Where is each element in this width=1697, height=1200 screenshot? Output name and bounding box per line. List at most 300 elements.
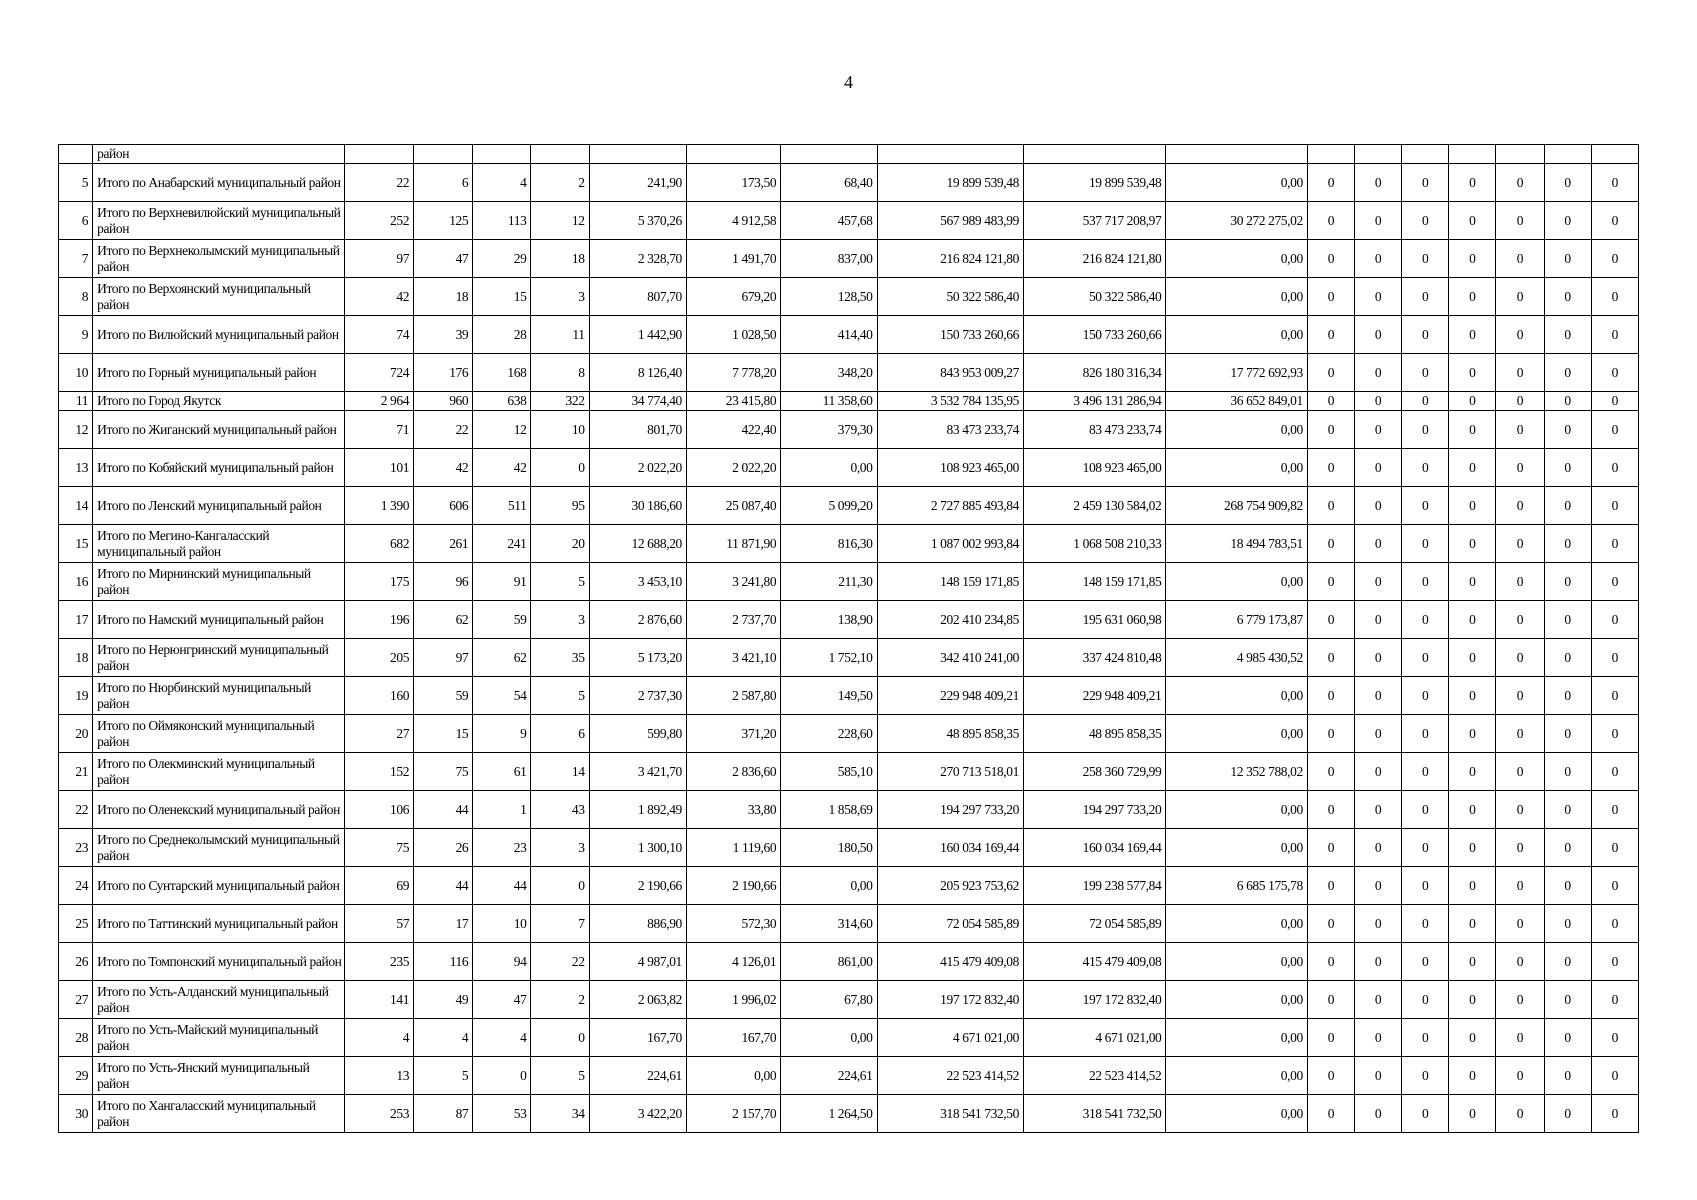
cell-amount-total: 229 948 409,21 [877, 677, 1023, 715]
cell-zero-1: 0 [1307, 1095, 1354, 1133]
cell-zero-5: 0 [1496, 278, 1544, 316]
cell-zero-7: 0 [1591, 316, 1638, 354]
cell-area-a: 1 996,02 [686, 981, 780, 1019]
cell-zero-7: 0 [1591, 449, 1638, 487]
cell-amount-b: 0,00 [1166, 981, 1307, 1019]
cell-area-a: 167,70 [686, 1019, 780, 1057]
cell-zero-3: 0 [1402, 1019, 1449, 1057]
cell-amount-total: 2 727 885 493,84 [877, 487, 1023, 525]
cell-zero-3: 0 [1402, 677, 1449, 715]
cell-count-a: 49 [414, 981, 473, 1019]
cell-zero-5: 0 [1496, 411, 1544, 449]
cell-zero-2: 0 [1354, 278, 1401, 316]
cell-amount-total: 72 054 585,89 [877, 905, 1023, 943]
cell-amount-total: 216 824 121,80 [877, 240, 1023, 278]
cell-amount-total: 194 297 733,20 [877, 791, 1023, 829]
table-row [59, 449, 1639, 487]
cell-count-b: 168 [473, 354, 531, 392]
cell-amount-b: 0,00 [1166, 164, 1307, 202]
cell-zero-2: 0 [1354, 601, 1401, 639]
cell-no: 6 [59, 202, 93, 240]
cell-zero-3: 0 [1402, 867, 1449, 905]
cell-total: 101 [344, 449, 413, 487]
cell-zero-4: 0 [1449, 316, 1496, 354]
cell-zero-6: 0 [1544, 715, 1591, 753]
cell-zero-3: 0 [1402, 354, 1449, 392]
cell-zero-4: 0 [1449, 867, 1496, 905]
cell-zero-5: 0 [1496, 753, 1544, 791]
cell-count-a: 606 [414, 487, 473, 525]
cell-count-b: 28 [473, 316, 531, 354]
cell-area-total: 34 774,40 [589, 392, 686, 411]
cell-zero-4: 0 [1449, 525, 1496, 563]
cell-zero-2: 0 [1354, 867, 1401, 905]
cell-area-total: 801,70 [589, 411, 686, 449]
cell-zero-7: 0 [1591, 943, 1638, 981]
cell-area-a: 371,20 [686, 715, 780, 753]
cell-amount-a: 229 948 409,21 [1023, 677, 1165, 715]
cell-name: Итого по Нерюнгринский муниципальный район [93, 639, 345, 677]
cell-zero-7: 0 [1591, 981, 1638, 1019]
cell-count-c: 3 [531, 278, 589, 316]
cell-zero-1: 0 [1307, 1019, 1354, 1057]
cell-zero-6: 0 [1544, 240, 1591, 278]
cell-zero-3: 0 [1402, 829, 1449, 867]
cell-total: 4 [344, 1019, 413, 1057]
cell-count-c: 0 [531, 867, 589, 905]
cell-total: 235 [344, 943, 413, 981]
cell-count-b: 4 [473, 1019, 531, 1057]
cell-zero-4: 0 [1449, 677, 1496, 715]
cell-amount-b: 12 352 788,02 [1166, 753, 1307, 791]
cell-count-b: 54 [473, 677, 531, 715]
cell-count-c: 5 [531, 563, 589, 601]
cell-name: Итого по Мирнинский муниципальный район [93, 563, 345, 601]
cell-zero-5: 0 [1496, 1095, 1544, 1133]
cell-area-b: 149,50 [781, 677, 877, 715]
cell-zero-4: 0 [1449, 164, 1496, 202]
cell-zero-7: 0 [1591, 202, 1638, 240]
cell-area-a: 4 126,01 [686, 943, 780, 981]
cell-zero-3: 0 [1402, 449, 1449, 487]
cell-zero-7: 0 [1591, 1019, 1638, 1057]
cell-area-b: 457,68 [781, 202, 877, 240]
cell-zero-2: 0 [1354, 981, 1401, 1019]
cell-total: 27 [344, 715, 413, 753]
cell-amount-b: 0,00 [1166, 411, 1307, 449]
cell-amount-b: 6 779 173,87 [1166, 601, 1307, 639]
cell-area-a: 25 087,40 [686, 487, 780, 525]
cell-count-c: 12 [531, 202, 589, 240]
cell-amount-a: 537 717 208,97 [1023, 202, 1165, 240]
cell-count-a: 59 [414, 677, 473, 715]
cell-count-a: 87 [414, 1095, 473, 1133]
cell-zero-6: 0 [1544, 354, 1591, 392]
cell-area-a: 7 778,20 [686, 354, 780, 392]
cell-count-a: 44 [414, 867, 473, 905]
cell-count-a: 42 [414, 449, 473, 487]
cell-area-b: 128,50 [781, 278, 877, 316]
cell-zero-3: 0 [1402, 202, 1449, 240]
cell-count-a: 5 [414, 1057, 473, 1095]
cell-amount-b: 0,00 [1166, 943, 1307, 981]
cell-amount-total: 160 034 169,44 [877, 829, 1023, 867]
cell-zero-1: 0 [1307, 601, 1354, 639]
cell-zero-1: 0 [1307, 525, 1354, 563]
cell-count-a: 22 [414, 411, 473, 449]
cell-zero-4: 0 [1449, 753, 1496, 791]
cell-area-b: 1 264,50 [781, 1095, 877, 1133]
cell-zero-1: 0 [1307, 164, 1354, 202]
cell-zero-7: 0 [1591, 240, 1638, 278]
cell-total: 253 [344, 1095, 413, 1133]
cell-total: 69 [344, 867, 413, 905]
cell-zero-7: 0 [1591, 791, 1638, 829]
cell-zero-6: 0 [1544, 791, 1591, 829]
cell-amount-total: 843 953 009,27 [877, 354, 1023, 392]
cell-total: 1 390 [344, 487, 413, 525]
cell-count-c: 20 [531, 525, 589, 563]
cell-zero-4: 0 [1449, 1057, 1496, 1095]
cell-zero-1: 0 [1307, 867, 1354, 905]
cell-zero-6: 0 [1544, 905, 1591, 943]
cell-zero-7: 0 [1591, 525, 1638, 563]
cell-zero-3: 0 [1402, 753, 1449, 791]
cell-zero-3: 0 [1402, 639, 1449, 677]
cell-zero-4: 0 [1449, 791, 1496, 829]
cell-count-a: 39 [414, 316, 473, 354]
cell-no: 29 [59, 1057, 93, 1095]
cell-count-a: 6 [414, 164, 473, 202]
cell-amount-b: 17 772 692,93 [1166, 354, 1307, 392]
cell-zero-2: 0 [1354, 791, 1401, 829]
cell-zero-1: 0 [1307, 715, 1354, 753]
cell-zero-7: 0 [1591, 905, 1638, 943]
cell-count-b: 241 [473, 525, 531, 563]
table-row [59, 278, 1639, 316]
cell-count-a: 96 [414, 563, 473, 601]
cell-total: 97 [344, 240, 413, 278]
cell-area-b: 1 752,10 [781, 639, 877, 677]
cell-area-total: 5 370,26 [589, 202, 686, 240]
cell-zero-7: 0 [1591, 1057, 1638, 1095]
cell-amount-a: 50 322 586,40 [1023, 278, 1165, 316]
cell-total: 152 [344, 753, 413, 791]
cell-zero-6: 0 [1544, 164, 1591, 202]
cell-zero-5: 0 [1496, 563, 1544, 601]
cell-count-a: 125 [414, 202, 473, 240]
cell-zero-2: 0 [1354, 411, 1401, 449]
cell-no: 17 [59, 601, 93, 639]
cell-area-b: 414,40 [781, 316, 877, 354]
cell-amount-b: 6 685 175,78 [1166, 867, 1307, 905]
cell-zero-2: 0 [1354, 943, 1401, 981]
cell-name: Итого по Анабарский муниципальный район [93, 164, 345, 202]
cell-amount-total: 4 671 021,00 [877, 1019, 1023, 1057]
cell-area-total: 30 186,60 [589, 487, 686, 525]
cell-amount-b: 0,00 [1166, 1057, 1307, 1095]
cell-zero-5: 0 [1496, 202, 1544, 240]
cell-amount-total: 202 410 234,85 [877, 601, 1023, 639]
cell-zero-2: 0 [1354, 753, 1401, 791]
cell-zero-3: 0 [1402, 240, 1449, 278]
cell-zero-2: 0 [1354, 392, 1401, 411]
cell-count-b: 113 [473, 202, 531, 240]
cell-zero-1: 0 [1307, 449, 1354, 487]
table-row [59, 202, 1639, 240]
cell-area-total: 599,80 [589, 715, 686, 753]
cell-zero-2: 0 [1354, 487, 1401, 525]
cell-zero-7: 0 [1591, 639, 1638, 677]
data-table [58, 144, 1639, 1133]
cell-zero-3: 0 [1402, 601, 1449, 639]
cell-no: 20 [59, 715, 93, 753]
cell-count-a: 960 [414, 392, 473, 411]
cell-no: 27 [59, 981, 93, 1019]
cell-zero-2: 0 [1354, 715, 1401, 753]
cell-zero-6: 0 [1544, 943, 1591, 981]
cell-zero-7: 0 [1591, 715, 1638, 753]
cell-area-b: 138,90 [781, 601, 877, 639]
cell-amount-total: 318 541 732,50 [877, 1095, 1023, 1133]
cell-count-a: 75 [414, 753, 473, 791]
cell-area-total: 3 422,20 [589, 1095, 686, 1133]
cell-name: Итого по Оленекский муниципальный район [93, 791, 345, 829]
cell-no: 25 [59, 905, 93, 943]
cell-name: Итого по Мегино-Кангаласский муниципальный район [93, 525, 345, 563]
cell-area-total: 2 328,70 [589, 240, 686, 278]
cell-zero-3: 0 [1402, 943, 1449, 981]
cell-name: Итого по Верхоянский муниципальный район [93, 278, 345, 316]
cell-amount-a: 22 523 414,52 [1023, 1057, 1165, 1095]
cell-total: 74 [344, 316, 413, 354]
cell-name: Итого по Ленский муниципальный район [93, 487, 345, 525]
cell-zero-1: 0 [1307, 411, 1354, 449]
cell-zero-5: 0 [1496, 1057, 1544, 1095]
cell-zero-1: 0 [1307, 563, 1354, 601]
cell-zero-4: 0 [1449, 829, 1496, 867]
cell-zero-1: 0 [1307, 905, 1354, 943]
cell-amount-a: 337 424 810,48 [1023, 639, 1165, 677]
cell-zero-3: 0 [1402, 563, 1449, 601]
cell-area-total: 1 442,90 [589, 316, 686, 354]
cell-count-a: 62 [414, 601, 473, 639]
cell-amount-a: 415 479 409,08 [1023, 943, 1165, 981]
table-row [59, 1057, 1639, 1095]
cell-count-b: 91 [473, 563, 531, 601]
cell-total: 724 [344, 354, 413, 392]
cell-area-b: 67,80 [781, 981, 877, 1019]
table-row [59, 563, 1639, 601]
cell-amount-a: 1 068 508 210,33 [1023, 525, 1165, 563]
cell-zero-5: 0 [1496, 943, 1544, 981]
cell-area-b: 0,00 [781, 1019, 877, 1057]
cell-no: 24 [59, 867, 93, 905]
cell-zero-1: 0 [1307, 677, 1354, 715]
cell-total: 22 [344, 164, 413, 202]
cell-area-total: 2 876,60 [589, 601, 686, 639]
cell-zero-1: 0 [1307, 639, 1354, 677]
cell-count-c: 5 [531, 1057, 589, 1095]
cell-name: Итого по Намский муниципальный район [93, 601, 345, 639]
cell-zero-4: 0 [1449, 905, 1496, 943]
cell-area-b: 816,30 [781, 525, 877, 563]
cell-amount-a: 2 459 130 584,02 [1023, 487, 1165, 525]
cell-zero-4: 0 [1449, 278, 1496, 316]
cell-zero-4: 0 [1449, 563, 1496, 601]
cell-amount-total: 205 923 753,62 [877, 867, 1023, 905]
cell-amount-a: 318 541 732,50 [1023, 1095, 1165, 1133]
cell-no: 15 [59, 525, 93, 563]
cell-zero-3: 0 [1402, 392, 1449, 411]
cell-zero-2: 0 [1354, 639, 1401, 677]
cell-zero-1: 0 [1307, 278, 1354, 316]
cell-zero-3: 0 [1402, 715, 1449, 753]
cell-area-b: 585,10 [781, 753, 877, 791]
cell-amount-b: 0,00 [1166, 905, 1307, 943]
table-row [59, 1019, 1639, 1057]
table-row [59, 411, 1639, 449]
cell-total: 252 [344, 202, 413, 240]
cell-total: 196 [344, 601, 413, 639]
cell-zero-2: 0 [1354, 1019, 1401, 1057]
cell-amount-a: 199 238 577,84 [1023, 867, 1165, 905]
cell-zero-7: 0 [1591, 1095, 1638, 1133]
cell-zero-6: 0 [1544, 411, 1591, 449]
cell-zero-5: 0 [1496, 791, 1544, 829]
cell-amount-total: 83 473 233,74 [877, 411, 1023, 449]
cell-amount-b: 268 754 909,82 [1166, 487, 1307, 525]
cell-amount-total: 3 532 784 135,95 [877, 392, 1023, 411]
cell-zero-4: 0 [1449, 240, 1496, 278]
cell-amount-total: 22 523 414,52 [877, 1057, 1023, 1095]
table-row [59, 392, 1639, 411]
cell-total: 2 964 [344, 392, 413, 411]
cell-count-c: 14 [531, 753, 589, 791]
cell-area-total: 2 737,30 [589, 677, 686, 715]
cell-area-a: 2 737,70 [686, 601, 780, 639]
cell-name: Итого по Вилюйский муниципальный район [93, 316, 345, 354]
cell-zero-6: 0 [1544, 525, 1591, 563]
cell-count-b: 42 [473, 449, 531, 487]
cell-area-total: 886,90 [589, 905, 686, 943]
cell-zero-6: 0 [1544, 278, 1591, 316]
cell-zero-3: 0 [1402, 487, 1449, 525]
cell-area-b: 379,30 [781, 411, 877, 449]
cell-name: Итого по Верхнеколымский муниципальный район [93, 240, 345, 278]
cell-count-a: 26 [414, 829, 473, 867]
cell-count-c: 0 [531, 449, 589, 487]
cell-no: 19 [59, 677, 93, 715]
cell-zero-1: 0 [1307, 354, 1354, 392]
cell-count-c: 322 [531, 392, 589, 411]
cell-zero-2: 0 [1354, 1095, 1401, 1133]
cell-area-b: 348,20 [781, 354, 877, 392]
cell-amount-b: 0,00 [1166, 316, 1307, 354]
cell-area-b: 861,00 [781, 943, 877, 981]
cell-zero-6: 0 [1544, 563, 1591, 601]
table-row [59, 905, 1639, 943]
continuation-row [59, 145, 1639, 164]
cell-area-a: 0,00 [686, 1057, 780, 1095]
cell-count-c: 2 [531, 164, 589, 202]
cell-zero-1: 0 [1307, 392, 1354, 411]
cell-zero-5: 0 [1496, 715, 1544, 753]
cell-zero-4: 0 [1449, 202, 1496, 240]
cell-amount-a: 108 923 465,00 [1023, 449, 1165, 487]
cell-zero-6: 0 [1544, 867, 1591, 905]
cell-amount-total: 19 899 539,48 [877, 164, 1023, 202]
cell-zero-7: 0 [1591, 278, 1638, 316]
cell-amount-a: 197 172 832,40 [1023, 981, 1165, 1019]
table-row [59, 639, 1639, 677]
cell-amount-a: 4 671 021,00 [1023, 1019, 1165, 1057]
cell-count-a: 18 [414, 278, 473, 316]
cell-no: 16 [59, 563, 93, 601]
cell-area-b: 11 358,60 [781, 392, 877, 411]
cell-count-b: 47 [473, 981, 531, 1019]
cell-zero-5: 0 [1496, 164, 1544, 202]
cell-no: 13 [59, 449, 93, 487]
table-row [59, 525, 1639, 563]
cell-amount-b: 0,00 [1166, 791, 1307, 829]
cell-zero-4: 0 [1449, 1095, 1496, 1133]
cell-count-b: 638 [473, 392, 531, 411]
cell-no: 18 [59, 639, 93, 677]
cell-no: 21 [59, 753, 93, 791]
cell-zero-6: 0 [1544, 202, 1591, 240]
cell-count-a: 17 [414, 905, 473, 943]
cell-area-total: 1 892,49 [589, 791, 686, 829]
table-row [59, 715, 1639, 753]
cell-name: Итого по Оймяконский муниципальный район [93, 715, 345, 753]
cell-zero-3: 0 [1402, 278, 1449, 316]
cell-area-a: 1 119,60 [686, 829, 780, 867]
table-row [59, 753, 1639, 791]
cell-area-b: 837,00 [781, 240, 877, 278]
cell-area-total: 224,61 [589, 1057, 686, 1095]
cell-zero-2: 0 [1354, 354, 1401, 392]
cell-area-a: 1 028,50 [686, 316, 780, 354]
cell-amount-b: 0,00 [1166, 240, 1307, 278]
cell-zero-1: 0 [1307, 487, 1354, 525]
cell-count-c: 18 [531, 240, 589, 278]
cell-amount-total: 1 087 002 993,84 [877, 525, 1023, 563]
cell-zero-5: 0 [1496, 639, 1544, 677]
cell-no: 14 [59, 487, 93, 525]
cell-zero-4: 0 [1449, 639, 1496, 677]
cell-amount-a: 3 496 131 286,94 [1023, 392, 1165, 411]
cell-amount-a: 160 034 169,44 [1023, 829, 1165, 867]
cell-count-b: 61 [473, 753, 531, 791]
cell-count-b: 12 [473, 411, 531, 449]
cell-area-b: 228,60 [781, 715, 877, 753]
cell-zero-6: 0 [1544, 1019, 1591, 1057]
cell-area-total: 2 190,66 [589, 867, 686, 905]
cell-area-a: 2 190,66 [686, 867, 780, 905]
cell-amount-b: 0,00 [1166, 677, 1307, 715]
table-row [59, 240, 1639, 278]
cell-name: Итого по Верхневилюйский муниципальный район [93, 202, 345, 240]
cell-area-total: 807,70 [589, 278, 686, 316]
cell-count-c: 3 [531, 601, 589, 639]
cell-amount-a: 195 631 060,98 [1023, 601, 1165, 639]
cell-count-b: 94 [473, 943, 531, 981]
table-row [59, 867, 1639, 905]
cell-area-a: 4 912,58 [686, 202, 780, 240]
cell-area-a: 572,30 [686, 905, 780, 943]
cell-name: Итого по Среднеколымский муниципальный район [93, 829, 345, 867]
